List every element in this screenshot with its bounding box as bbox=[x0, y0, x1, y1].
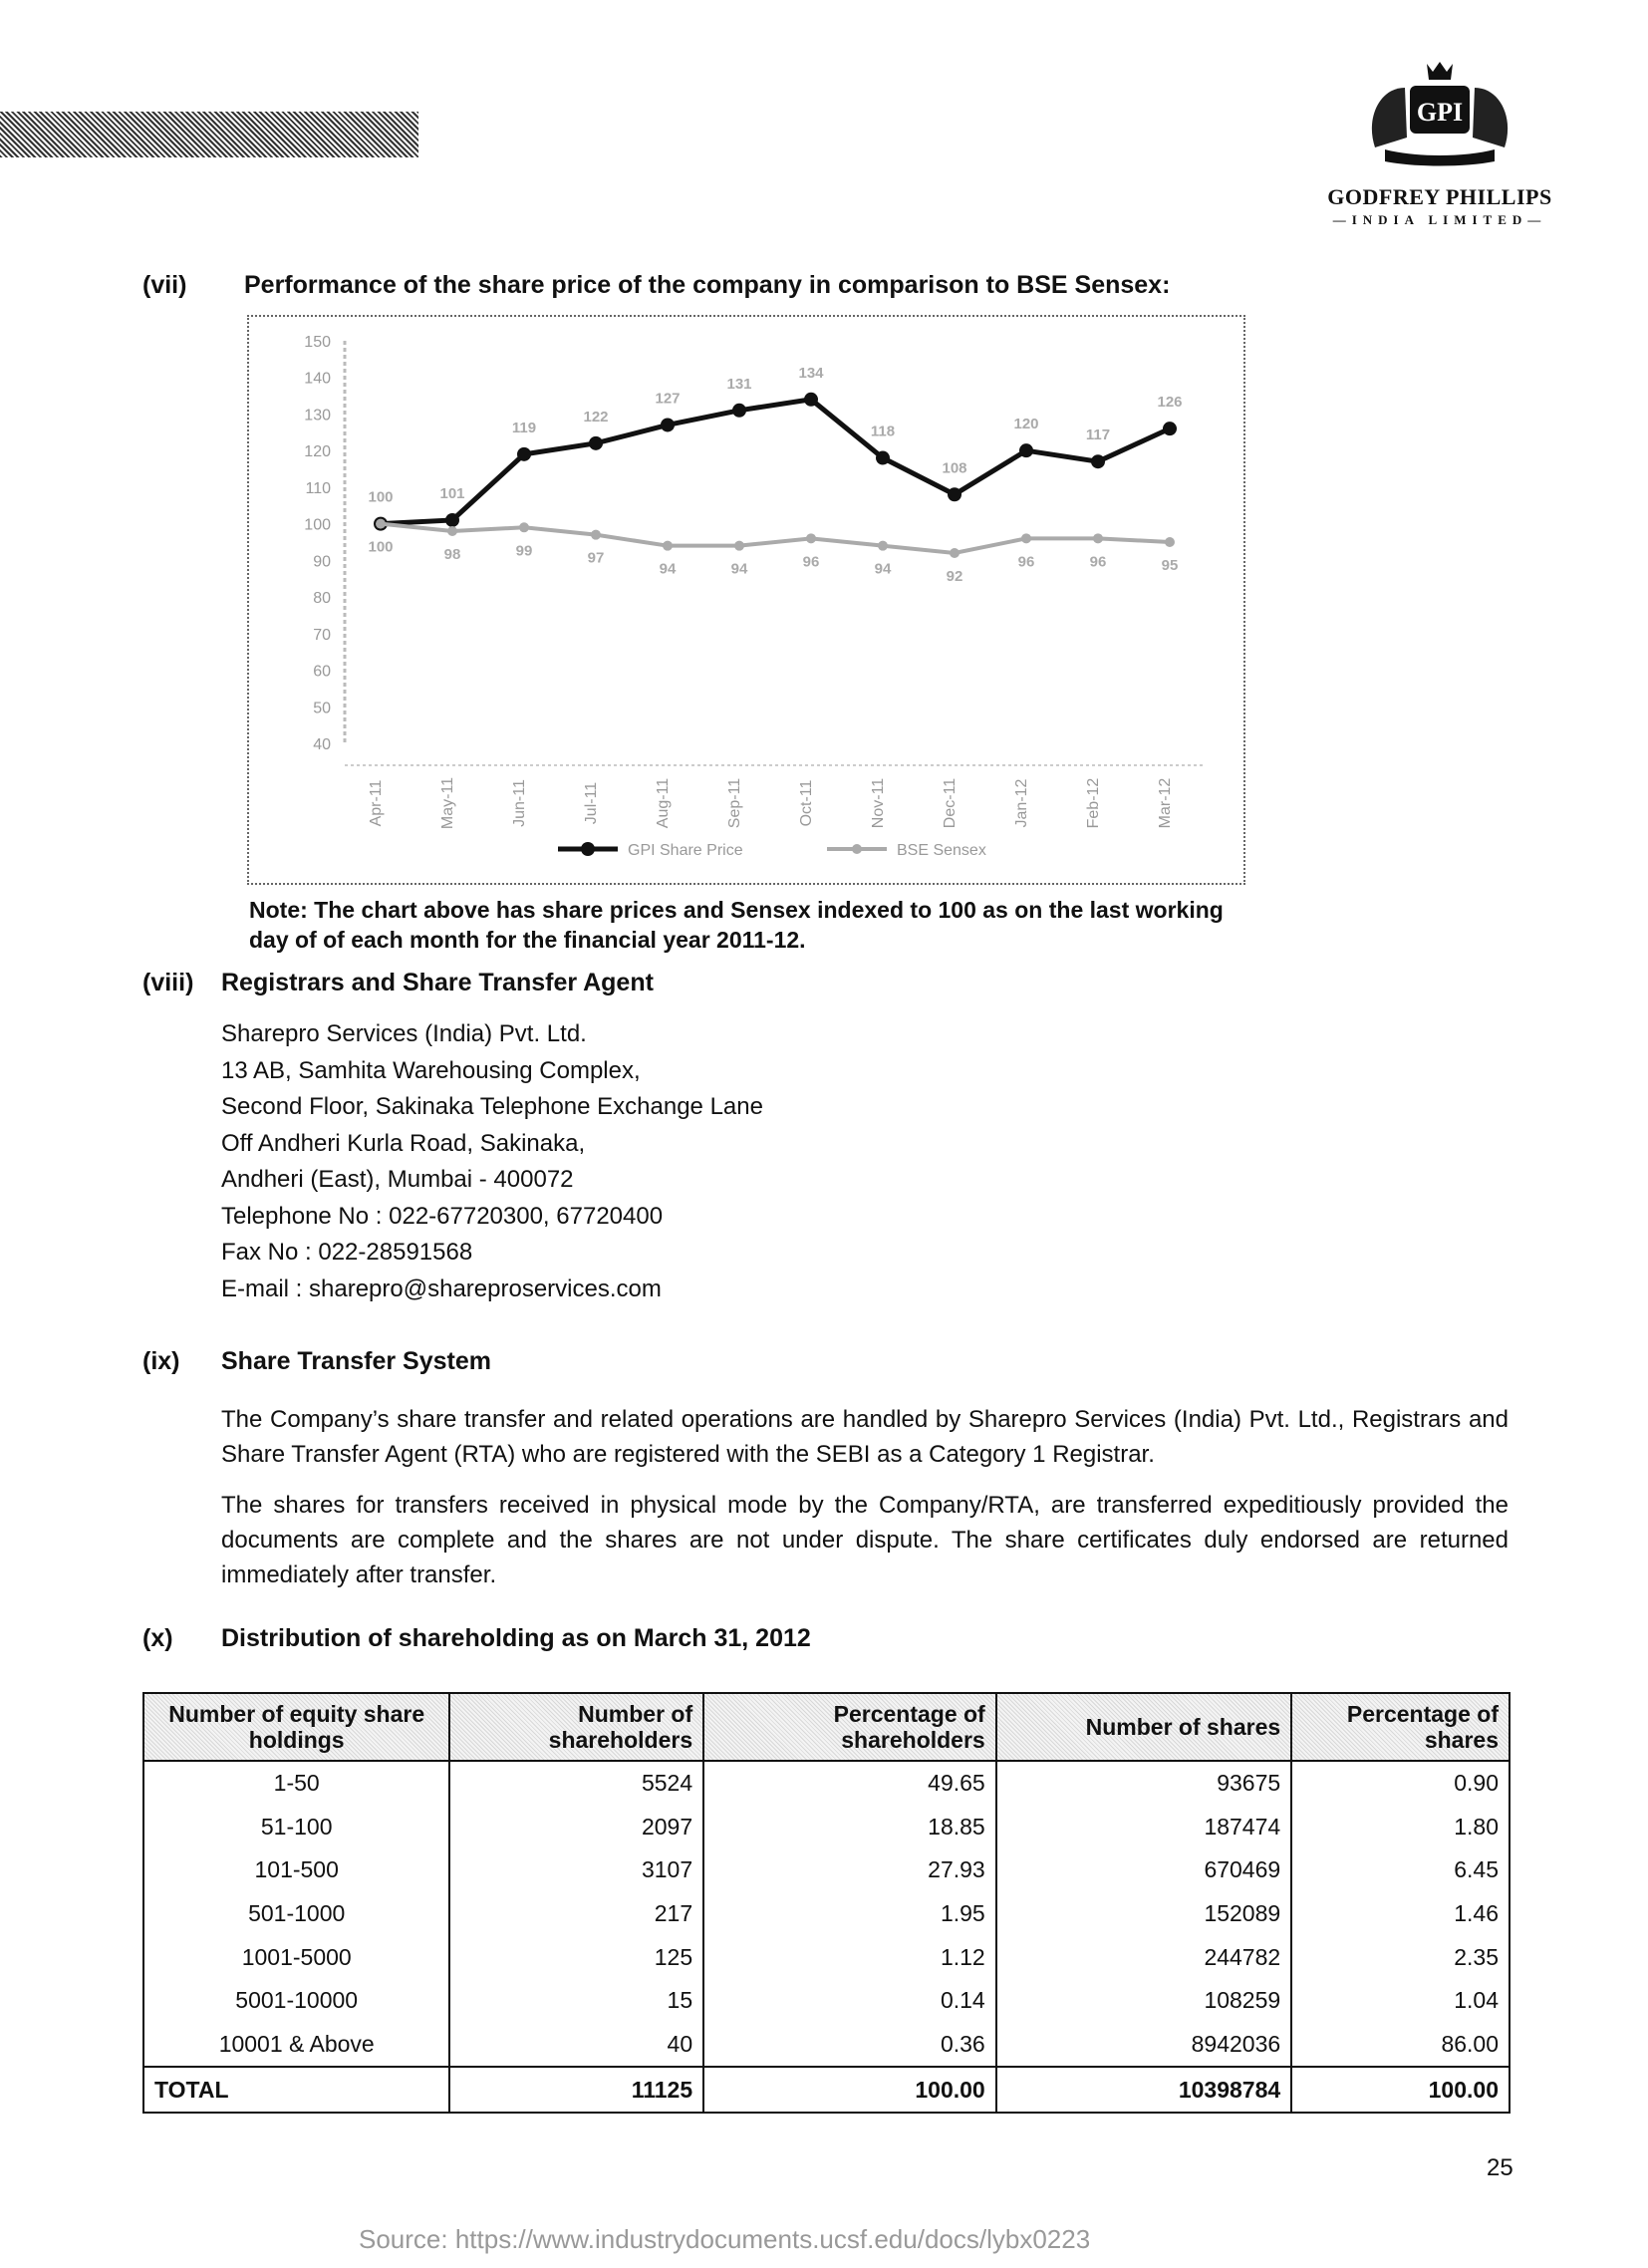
data-label: 94 bbox=[874, 560, 892, 578]
cell-pct-shareholders: 1.12 bbox=[703, 1935, 996, 1979]
cell-pct-shareholders: 18.85 bbox=[703, 1806, 996, 1849]
cell-pct-shares: 1.46 bbox=[1291, 1892, 1510, 1936]
shareholding-table bbox=[142, 1692, 1511, 2114]
table-row bbox=[143, 1892, 1510, 1936]
cell-shareholders: 217 bbox=[449, 1892, 703, 1936]
data-label: 122 bbox=[583, 408, 609, 425]
sensex-data-point bbox=[447, 526, 457, 536]
x-tick-label: Dec-11 bbox=[942, 777, 959, 829]
y-tick-label: 90 bbox=[313, 553, 331, 571]
x-tick-label: Jan-12 bbox=[1013, 778, 1030, 828]
gpi-data-point bbox=[589, 436, 603, 450]
table-row bbox=[143, 1806, 1510, 1849]
cell-holdings: 1001-5000 bbox=[143, 1935, 449, 1979]
cell-pct-shares: 2.35 bbox=[1291, 1935, 1510, 1979]
x-tick-label: Jul-11 bbox=[583, 781, 600, 825]
crest-icon bbox=[1355, 58, 1524, 167]
gpi-data-point bbox=[876, 451, 890, 465]
total-label: TOTAL bbox=[143, 2067, 449, 2113]
header-pct-shareholders: Percentage of shareholders bbox=[703, 1693, 996, 1761]
gpi-data-point bbox=[732, 404, 746, 418]
cell-pct-shares: 1.04 bbox=[1291, 1979, 1510, 2023]
data-label: 120 bbox=[1013, 416, 1039, 433]
gpi-data-point bbox=[445, 513, 459, 527]
chart-note: Note: The chart above has share prices and Sensex indexed to 100 as on the last working day of of each month for the financial year 2011-12. bbox=[249, 897, 1224, 953]
cell-shareholders: 40 bbox=[449, 2023, 703, 2068]
gpi-data-point bbox=[517, 447, 531, 461]
email-line: E-mail : sharepro@shareproservices.com bbox=[221, 1275, 662, 1302]
cell-shares: 152089 bbox=[996, 1892, 1291, 1936]
company-subtitle-text: INDIA LIMITED bbox=[1351, 212, 1528, 227]
total-shareholders: 11125 bbox=[449, 2067, 703, 2113]
address-line: Andheri (East), Mumbai - 400072 bbox=[221, 1166, 574, 1193]
address-line: Off Andheri Kurla Road, Sakinaka, bbox=[221, 1129, 586, 1157]
legend-label: BSE Sensex bbox=[897, 842, 986, 859]
gpi-data-point bbox=[1163, 422, 1177, 435]
x-tick-label: Jun-11 bbox=[511, 779, 528, 827]
address-line: 13 AB, Samhita Warehousing Complex, bbox=[221, 1056, 641, 1084]
cell-pct-shares: 1.80 bbox=[1291, 1806, 1510, 1849]
cell-shareholders: 5524 bbox=[449, 1761, 703, 1806]
share-transfer-paragraph-2: The shares for transfers received in physical mode by the Company/RTA, are transferred expeditiously provided the documents are complete and the shares are not under dispute. The share certificates duly endorsed are returned immediately after transfer. bbox=[221, 1492, 1509, 1588]
header-pct-shares: Percentage of shares bbox=[1291, 1693, 1510, 1761]
y-tick-label: 130 bbox=[304, 407, 331, 425]
source-footer: Source: https://www.industrydocuments.ucsf.edu/docs/lybx0223 bbox=[359, 2224, 1091, 2254]
data-label: 94 bbox=[730, 560, 748, 578]
data-label: 101 bbox=[439, 484, 465, 502]
cell-pct-shares: 6.45 bbox=[1291, 1848, 1510, 1892]
table-row bbox=[143, 2023, 1510, 2068]
y-tick-label: 50 bbox=[313, 700, 331, 717]
company-logo bbox=[1320, 58, 1559, 228]
section-number-vii: (vii) bbox=[142, 271, 187, 299]
cell-shares: 670469 bbox=[996, 1848, 1291, 1892]
x-tick-label: Feb-12 bbox=[1085, 777, 1102, 829]
gpi-data-point bbox=[1091, 454, 1105, 468]
address-line: Sharepro Services (India) Pvt. Ltd. bbox=[221, 1020, 587, 1047]
cell-shareholders: 2097 bbox=[449, 1806, 703, 1849]
cell-pct-shareholders: 0.36 bbox=[703, 2023, 996, 2068]
cell-pct-shares: 86.00 bbox=[1291, 2023, 1510, 2068]
table-total-row bbox=[143, 2067, 1510, 2113]
cell-pct-shareholders: 0.14 bbox=[703, 1979, 996, 2023]
gpi-data-point bbox=[1019, 443, 1033, 457]
cell-pct-shares: 0.90 bbox=[1291, 1761, 1510, 1806]
data-label: 96 bbox=[1017, 553, 1035, 571]
cell-holdings: 10001 & Above bbox=[143, 2023, 449, 2068]
gpi-data-point bbox=[948, 487, 961, 501]
data-label: 97 bbox=[587, 549, 605, 567]
x-tick-label: Oct-11 bbox=[798, 779, 815, 827]
x-tick-label: Apr-11 bbox=[368, 779, 385, 827]
table-row bbox=[143, 1979, 1510, 2023]
sensex-data-point bbox=[1021, 533, 1031, 543]
y-tick-label: 150 bbox=[304, 334, 331, 351]
section-number-viii: (viii) bbox=[142, 969, 194, 996]
decorative-hatch-bar bbox=[0, 112, 418, 157]
company-name: GODFREY PHILLIPS bbox=[1327, 184, 1552, 209]
x-tick-label: May-11 bbox=[439, 776, 456, 830]
performance-chart bbox=[249, 317, 1243, 883]
data-label: 96 bbox=[1089, 553, 1107, 571]
cell-pct-shareholders: 1.95 bbox=[703, 1892, 996, 1936]
sensex-data-point bbox=[1165, 537, 1175, 547]
logo-monogram: GPI bbox=[1416, 98, 1464, 127]
cell-pct-shareholders: 49.65 bbox=[703, 1761, 996, 1806]
header-shareholders: Number of shareholders bbox=[449, 1693, 703, 1761]
section-title-ix: Share Transfer System bbox=[221, 1347, 491, 1375]
cell-shares: 93675 bbox=[996, 1761, 1291, 1806]
y-tick-label: 140 bbox=[304, 370, 331, 388]
y-tick-label: 60 bbox=[313, 663, 331, 681]
sensex-data-point bbox=[519, 522, 529, 532]
y-tick-label: 120 bbox=[304, 443, 331, 461]
data-label: 99 bbox=[515, 542, 533, 560]
cell-shareholders: 15 bbox=[449, 1979, 703, 2023]
data-label: 98 bbox=[443, 545, 461, 563]
cell-shareholders: 125 bbox=[449, 1935, 703, 1979]
cell-holdings: 5001-10000 bbox=[143, 1979, 449, 2023]
cell-holdings: 101-500 bbox=[143, 1848, 449, 1892]
section-number-ix: (ix) bbox=[142, 1347, 180, 1375]
y-tick-label: 100 bbox=[304, 516, 331, 534]
total-shares: 10398784 bbox=[996, 2067, 1291, 2113]
page-number: 25 bbox=[1487, 2154, 1513, 2181]
cell-holdings: 501-1000 bbox=[143, 1892, 449, 1936]
data-label: 117 bbox=[1085, 426, 1111, 444]
data-label: 126 bbox=[1157, 394, 1183, 412]
data-label: 127 bbox=[655, 390, 681, 408]
section-title-x: Distribution of shareholding as on March 31, 2012 bbox=[221, 1624, 811, 1652]
sensex-data-point bbox=[663, 541, 673, 551]
sensex-data-point bbox=[591, 530, 601, 540]
table-header-row bbox=[143, 1693, 1510, 1761]
sensex-data-point bbox=[1093, 533, 1103, 543]
y-tick-label: 70 bbox=[313, 626, 331, 644]
header-holdings: Number of equity share holdings bbox=[143, 1693, 449, 1761]
sensex-data-point bbox=[376, 519, 386, 529]
header-shares: Number of shares bbox=[996, 1693, 1291, 1761]
sensex-data-point bbox=[950, 548, 960, 558]
data-label: 134 bbox=[798, 364, 824, 382]
sensex-data-point bbox=[878, 541, 888, 551]
share-transfer-paragraph-1: The Company’s share transfer and related operations are handled by Sharepro Services (India) Pvt. Ltd., Registrars and Share Transfer Agent (RTA) who are registered with the SEBI as a Category 1 Registrar. bbox=[221, 1406, 1509, 1468]
cell-shares: 8942036 bbox=[996, 2023, 1291, 2068]
cell-shareholders: 3107 bbox=[449, 1848, 703, 1892]
y-tick-label: 80 bbox=[313, 590, 331, 608]
total-pct-shareholders: 100.00 bbox=[703, 2067, 996, 2113]
section-number-x: (x) bbox=[142, 1624, 173, 1652]
sensex-data-point bbox=[734, 541, 744, 551]
data-label: 108 bbox=[942, 459, 967, 477]
total-pct-shares: 100.00 bbox=[1291, 2067, 1510, 2113]
data-label: 95 bbox=[1161, 557, 1179, 574]
data-label: 100 bbox=[368, 488, 394, 506]
chart-container bbox=[247, 315, 1245, 885]
section-title-viii: Registrars and Share Transfer Agent bbox=[221, 969, 654, 996]
cell-holdings: 51-100 bbox=[143, 1806, 449, 1849]
data-label: 100 bbox=[368, 538, 394, 556]
bse-sensex-line bbox=[381, 524, 1170, 553]
legend-marker bbox=[852, 844, 862, 854]
cell-pct-shareholders: 27.93 bbox=[703, 1848, 996, 1892]
table-row bbox=[143, 1761, 1510, 1806]
data-label: 131 bbox=[726, 375, 752, 393]
x-tick-label: Sep-11 bbox=[726, 777, 743, 829]
gpi-data-point bbox=[804, 393, 818, 407]
table-row bbox=[143, 1848, 1510, 1892]
sensex-data-point bbox=[806, 533, 816, 543]
legend-marker bbox=[581, 842, 595, 856]
telephone-line: Telephone No : 022-67720300, 67720400 bbox=[221, 1202, 664, 1230]
y-tick-label: 110 bbox=[305, 479, 331, 497]
x-tick-label: Aug-11 bbox=[655, 777, 672, 829]
data-label: 96 bbox=[802, 553, 820, 571]
cell-shares: 108259 bbox=[996, 1979, 1291, 2023]
data-label: 94 bbox=[659, 560, 677, 578]
gpi-share-price-line bbox=[381, 400, 1170, 524]
y-tick-label: 40 bbox=[313, 736, 331, 753]
x-tick-label: Mar-12 bbox=[1157, 777, 1174, 829]
gpi-data-point bbox=[661, 418, 675, 431]
company-subtitle: —INDIA LIMITED— bbox=[1332, 212, 1547, 227]
registrar-address bbox=[221, 1016, 763, 1307]
x-tick-label: Nov-11 bbox=[870, 777, 887, 829]
section-title-vii: Performance of the share price of the company in comparison to BSE Sensex: bbox=[244, 271, 1171, 299]
data-label: 119 bbox=[511, 419, 537, 436]
data-label: 118 bbox=[870, 423, 896, 440]
fax-line: Fax No : 022-28591568 bbox=[221, 1239, 473, 1266]
legend-label: GPI Share Price bbox=[628, 842, 743, 859]
cell-shares: 244782 bbox=[996, 1935, 1291, 1979]
cell-shares: 187474 bbox=[996, 1806, 1291, 1849]
cell-holdings: 1-50 bbox=[143, 1761, 449, 1806]
address-line: Second Floor, Sakinaka Telephone Exchange Lane bbox=[221, 1093, 763, 1120]
table-row bbox=[143, 1935, 1510, 1979]
data-label: 92 bbox=[946, 568, 963, 586]
